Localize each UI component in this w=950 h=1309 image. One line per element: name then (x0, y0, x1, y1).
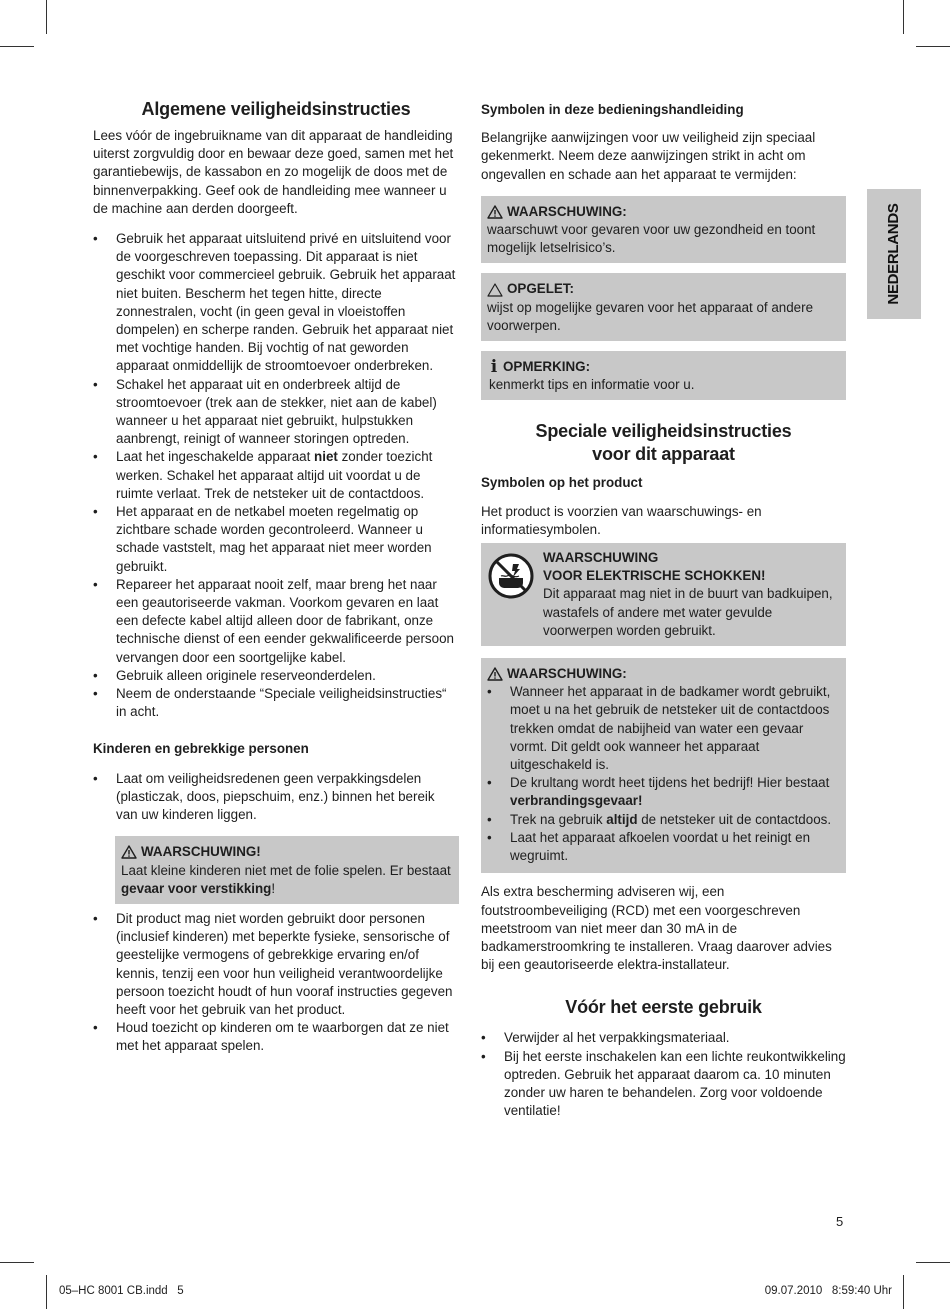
list-item: • Laat het ingeschakelde apparaat niet zonder toezicht werken. Schakel het apparaat altijd uit voordat u de ruimte verlaat. Trek de netsteker uit de contactdoos. (93, 448, 459, 503)
list-item: • Laat het apparaat afkoelen voordat u het reinigt en wegruimt. (487, 829, 840, 865)
left-column (93, 98, 459, 1068)
symbols-heading: Symbolen in deze bedieningshandleiding (481, 102, 744, 117)
footer-timestamp: 09.07.2010 8:59:40 Uhr (764, 1285, 892, 1297)
bathroom-warning-box (481, 658, 846, 873)
first-use-list (481, 1029, 846, 1120)
crop-mark (916, 46, 950, 47)
list-item: • Neem de onderstaande “Speciale veiligheidsinstructies“ in acht. (93, 685, 459, 721)
language-tab-label: NEDERLANDS (884, 203, 902, 305)
no-bath-water-icon (487, 552, 535, 600)
warning-triangle-icon (121, 845, 137, 859)
bathroom-warning-title: WAARSCHUWING: (487, 665, 840, 683)
crop-mark (0, 1262, 34, 1263)
general-safety-list (93, 230, 459, 721)
kids-warning-title: WAARSCHUWING! (121, 843, 453, 861)
list-item: • Verwijder al het verpakkingsmateriaal. (481, 1029, 846, 1047)
language-tab (867, 189, 921, 319)
crop-mark (0, 46, 34, 47)
kids-list-2 (93, 910, 459, 1056)
info-icon: i (490, 357, 498, 378)
list-item: • Gebruik alleen originele reserveonderdelen. (93, 667, 459, 685)
caution-box-title: OPGELET: (487, 280, 840, 298)
crop-mark (916, 1262, 950, 1263)
page-number: 5 (836, 1214, 844, 1229)
section-title-general-safety: Algemene veiligheidsinstructies (141, 99, 411, 119)
intro-paragraph: Lees vóór de ingebruikname van dit apparaat de handleiding uiterst zorgvuldig door en bewaar deze goed, samen met het garantiebewijs, de kassabon en zo mogelijk de doos met de binnenverpakking. Geef ook de handleiding mee wanneer u de machine aan derden doorgeeft. (93, 128, 454, 216)
list-item: • De krultang wordt heet tijdens het bedrijf! Hier bestaat verbrandingsgevaar! (487, 774, 840, 810)
electric-shock-text: Dit apparaat mag niet in de buurt van badkuipen, wastafels of andere met water gevulde voorwerpen worden gebruikt. (543, 586, 833, 638)
caution-box (481, 273, 846, 341)
note-box-text: kenmerkt tips en informatie voor u. (489, 377, 695, 393)
list-item: • Laat om veiligheidsredenen geen verpakkingsdelen (plasticzak, doos, piepschuim, enz.) binnen het bereik van uw kinderen liggen. (93, 770, 459, 825)
crop-mark (46, 1275, 47, 1309)
crop-mark (903, 0, 904, 34)
list-item: • Het apparaat en de netkabel moeten regelmatig op zichtbare schade worden gecontroleerd. Wanneer u schade vaststelt, mag het apparaat niet meer worden gebruikt. (93, 503, 459, 576)
list-item: • Gebruik het apparaat uitsluitend privé en uitsluitend voor de voorgeschreven toepassing. Dit apparaat is niet geschikt voor commercieel gebruik. Gebruik het apparaat niet buiten. Bescherm het tegen hitte, directe zonnestralen, vocht (in geen geval in vloeistoffen dompelen) en scherpe randen. Gebruik het apparaat niet met vochtige handen. Bij vochtig of nat geworden apparaat onmiddellijk de stroomtoevoer onderbreken. (93, 230, 459, 376)
kids-list (93, 770, 459, 825)
list-item: • Schakel het apparaat uit en onderbreek altijd de stroomtoevoer (trek aan de stekker, niet aan de kabel) wanneer u het apparaat niet gebruikt, hulpstukken aanbrengt, reinigt of wanneer storingen optreden. (93, 376, 459, 449)
warning-box-text: waarschuwt voor gevaren voor uw gezondheid en toont mogelijk letselrisico’s. (487, 222, 816, 256)
note-box (481, 351, 846, 400)
kids-warning-text: Laat kleine kinderen niet met de folie spelen. Er bestaat gevaar voor verstikking! (121, 862, 451, 896)
right-column (481, 101, 846, 1132)
list-item: • Wanneer het apparaat in de badkamer wordt gebruikt, moet u na het gebruik de netsteker uit de contactdoos trekken omdat de nabijheid van water een gevaar vormt. Dit geldt ook wanneer het apparaat uitgeschakeld is. (487, 683, 840, 774)
product-symbols-text: Het product is voorzien van waarschuwings- en informatiesymbolen. (481, 503, 762, 537)
symbols-intro: Belangrijke aanwijzingen voor uw veiligheid zijn speciaal gekenmerkt. Neem deze aanwijzingen strikt in acht om ongevallen en schade aan het apparaat te vermijden: (481, 130, 816, 182)
list-item: • Dit product mag niet worden gebruikt door personen (inclusief kinderen) met beperkte fysieke, sensorische of geestelijke vermogens of gebrekkige ervaring en/of kennis, tenzij een voor hun veiligheid verantwoordelijke persoon toezicht houdt of hun vooraf instructies gegeven heeft voor het gebruik van het product. (93, 910, 459, 1019)
kids-heading: Kinderen en gebrekkige personen (93, 740, 309, 756)
electric-shock-title: WAARSCHUWING VOOR ELEKTRISCHE SCHOKKEN! (543, 550, 766, 584)
crop-mark (46, 0, 47, 34)
footer-file-name: 05–HC 8001 CB.indd 5 (59, 1285, 184, 1297)
caution-box-text: wijst op mogelijke gevaren voor het apparaat of andere voorwerpen. (487, 299, 814, 333)
bathroom-warning-list (487, 683, 840, 865)
rcd-paragraph: Als extra bescherming adviseren wij, een foutstroombeveiliging (RCD) met een voorgeschreven meetstroom van niet meer dan 30 mA in de badkamerstroomkring te installeren. Vraag daarover advies bij een geautoriseerde elektra-installateur. (481, 884, 832, 973)
note-box-title: i OPMERKING: (490, 357, 591, 378)
list-item: • Bij het eerste inschakelen kan een lichte reukontwikkeling optreden. Gebruik het apparaat daarom ca. 10 minuten zonder uw haren te behandelen. Zorg voor voldoende ventilatie! (481, 1048, 846, 1121)
electric-shock-box (481, 543, 846, 646)
list-item: • Trek na gebruik altijd de netsteker uit de contactdoos. (487, 811, 840, 829)
section-title-special-safety: Speciale veiligheidsinstructies voor dit apparaat (535, 421, 792, 465)
warning-triangle-icon (487, 205, 503, 219)
crop-mark (903, 1275, 904, 1309)
section-title-first-use: Vóór het eerste gebruik (565, 997, 762, 1018)
warning-box-title: WAARSCHUWING: (487, 203, 840, 221)
list-item: • Repareer het apparaat nooit zelf, maar breng het naar een geautoriseerde vakman. Voorkom gevaren en laat een defecte kabel altijd alleen door de fabrikant, onze technische dienst of een eender gekwalificeerde persoon vervangen door een soortgelijke kabel. (93, 576, 459, 667)
caution-triangle-icon (487, 283, 503, 297)
warning-box (481, 196, 846, 264)
product-symbols-heading: Symbolen op het product (481, 475, 643, 491)
list-item: • Houd toezicht op kinderen om te waarborgen dat ze niet met het apparaat spelen. (93, 1019, 459, 1055)
kids-warning-box (115, 836, 459, 904)
warning-triangle-icon (487, 667, 503, 681)
electric-shock-content (543, 549, 840, 640)
